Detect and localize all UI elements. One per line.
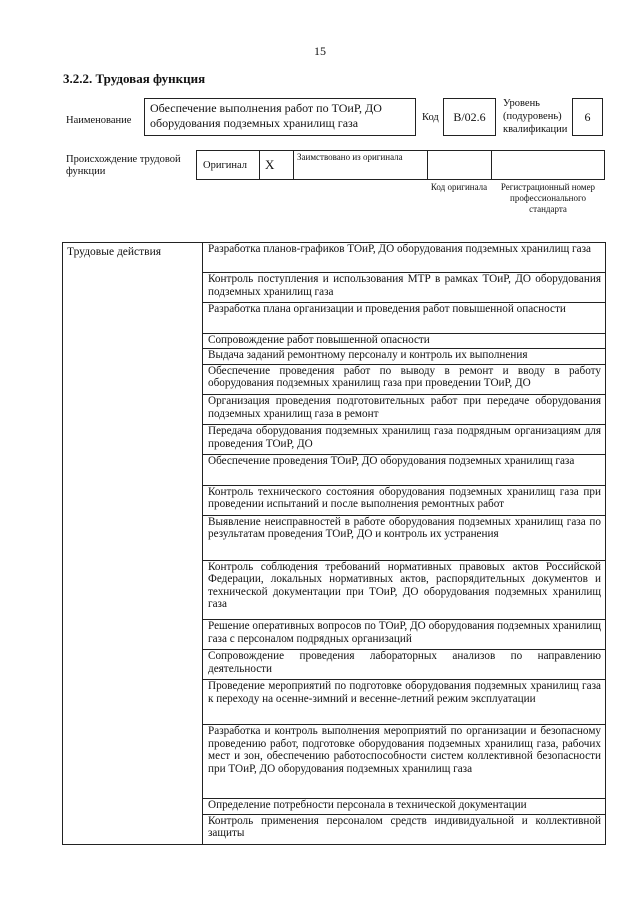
- labor-action-item: Решение оперативных вопросов по ТОиР, ДО оборудования подземных хранилищ газа с персоналом подрядных организаций: [203, 620, 605, 650]
- divider: [259, 151, 260, 179]
- labor-action-item: Организация проведения подготовительных работ при передаче оборудования подземных хранилищ газа в ремонт: [203, 395, 605, 425]
- labor-action-item: Определение потребности персонала в технической документации: [203, 799, 605, 815]
- labor-actions-label: Трудовые действия: [63, 243, 203, 844]
- divider: [491, 151, 492, 179]
- code-value: B/02.6: [443, 98, 496, 136]
- labor-actions-table: [62, 242, 606, 845]
- labor-action-item: Разработка плана организации и проведения работ повышенной опасности: [203, 303, 605, 333]
- labor-action-item: Контроль соблюдения требований нормативных правовых актов Российской Федерации, локальных нормативных актов, распорядительных документов и технической документации при ТОиР, ДО оборудования подземных хранилищ газа: [203, 561, 605, 620]
- labor-action-item: Разработка и контроль выполнения мероприятий по организации и безопасному проведению работ, подготовке оборудования подземных хранилищ газа, рабочих мест и зон, обеспечению работоспособности систем коллективной безопасности при ТОиР, ДО оборудования подземных хранилищ газа: [203, 725, 605, 799]
- original-code-caption: Код оригинала: [430, 182, 488, 192]
- section-title: 3.2.2. Трудовая функция: [63, 71, 206, 86]
- labor-action-item: Разработка планов-графиков ТОиР, ДО оборудования подземных хранилищ газа: [203, 243, 605, 273]
- labor-action-item: Контроль поступления и использования МТР в рамках ТОиР, ДО оборудования подземных хранилищ газа: [203, 273, 605, 303]
- labor-action-item: Передача оборудования подземных хранилищ газа подрядным организациям для проведения ТОиР, ДО: [203, 425, 605, 455]
- divider: [293, 151, 294, 179]
- borrowed-label: Заимствовано из оригинала: [297, 152, 403, 162]
- labor-action-item: Сопровождение работ повышенной опасности: [203, 334, 605, 350]
- labor-action-item: Обеспечение проведения ТОиР, ДО оборудования подземных хранилищ газа: [203, 455, 605, 485]
- labor-action-item: Проведение мероприятий по подготовке оборудования подземных хранилищ газа к переходу на осенне-зимний и весенне-летний режим эксплуатации: [203, 680, 605, 725]
- labor-action-item: Сопровождение проведения лабораторных анализов по направлению деятельности: [203, 650, 605, 680]
- level-label: Уровень (подуровень) квалификации: [503, 98, 568, 135]
- labor-action-item: Выявление неисправностей в работе оборудования подземных хранилищ газа по результатам проведения ТОиР, ДО и контроль их устранения: [203, 516, 605, 561]
- labor-action-item: Выдача заданий ремонтному персоналу и контроль их выполнения: [203, 349, 605, 365]
- function-name-value: Обеспечение выполнения работ по ТОиР, ДО оборудования подземных хранилищ газа: [144, 98, 416, 136]
- labor-action-item: Контроль применения персоналом средств индивидуальной и коллективной защиты: [208, 814, 601, 840]
- name-label: Наименование: [66, 115, 132, 126]
- level-value: 6: [572, 98, 603, 136]
- divider: [427, 151, 428, 179]
- registration-number-caption: Регистрационный номер профессионального стандарта: [500, 182, 596, 214]
- page-number: 15: [314, 44, 326, 58]
- code-label: Код: [422, 112, 439, 123]
- labor-actions-list: [203, 243, 605, 844]
- origin-label: Происхождение трудовой функции: [66, 154, 181, 177]
- original-mark: X: [265, 157, 275, 172]
- original-label: Оригинал: [203, 160, 247, 171]
- labor-action-item: Контроль технического состояния оборудования подземных хранилищ газа при проведении испытаний и после выполнения ремонтных работ: [203, 486, 605, 516]
- labor-action-item: Обеспечение проведения работ по выводу в ремонт и вводу в работу оборудования подземных хранилищ газа при проведении ТОиР, ДО: [203, 365, 605, 395]
